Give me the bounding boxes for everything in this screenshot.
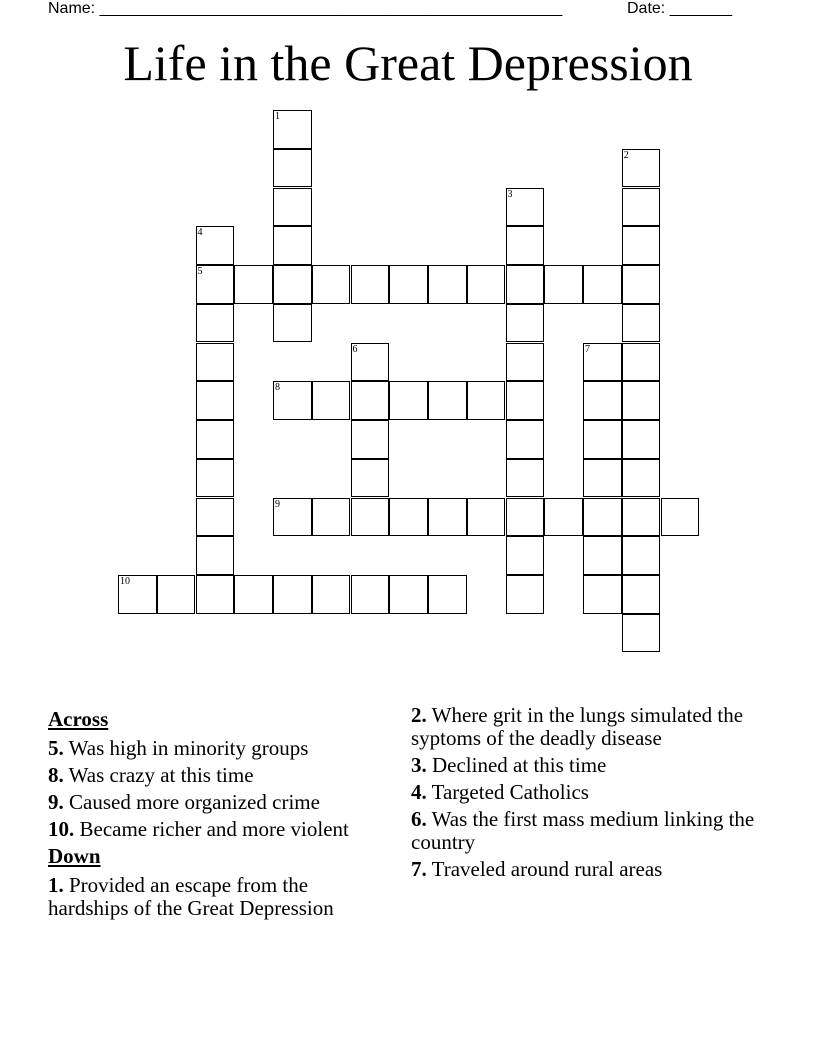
clue-number: 4.: [411, 780, 427, 804]
crossword-cell[interactable]: [583, 343, 622, 382]
clues-left-column: [48, 704, 393, 924]
clue-across-8: [48, 764, 393, 787]
crossword-cell[interactable]: [389, 381, 428, 420]
clue-number-label: 6: [352, 343, 358, 355]
crossword-cell[interactable]: [312, 265, 351, 304]
clue-across-9: [48, 791, 393, 814]
crossword-cell[interactable]: [196, 343, 235, 382]
crossword-cell[interactable]: [273, 498, 312, 537]
clue-number: 3.: [411, 753, 427, 777]
crossword-cell[interactable]: [622, 149, 661, 188]
crossword-cell[interactable]: [661, 498, 700, 537]
crossword-cell[interactable]: [506, 304, 545, 343]
crossword-cell[interactable]: [622, 420, 661, 459]
date-field-label[interactable]: Date: _______: [627, 0, 732, 17]
crossword-cell[interactable]: [583, 459, 622, 498]
clue-number: 10.: [48, 817, 75, 841]
clue-number-label: 9: [275, 498, 280, 510]
clue-text: Traveled around rural areas: [431, 857, 663, 881]
crossword-cell[interactable]: [196, 459, 235, 498]
crossword-cell[interactable]: [506, 226, 545, 265]
crossword-cell[interactable]: [622, 265, 661, 304]
crossword-cell[interactable]: [467, 381, 506, 420]
crossword-cell[interactable]: [506, 498, 545, 537]
crossword-cell[interactable]: [506, 265, 545, 304]
crossword-cell[interactable]: [583, 575, 622, 614]
crossword-cell[interactable]: [428, 498, 467, 537]
crossword-cell[interactable]: [583, 420, 622, 459]
crossword-cell[interactable]: [273, 226, 312, 265]
crossword-cell[interactable]: [428, 381, 467, 420]
crossword-cell[interactable]: [622, 575, 661, 614]
crossword-cell[interactable]: [196, 498, 235, 537]
crossword-cell[interactable]: [506, 188, 545, 227]
crossword-cell[interactable]: [389, 265, 428, 304]
crossword-cell[interactable]: [118, 575, 157, 614]
clue-down-3: [411, 754, 781, 777]
crossword-cell[interactable]: [273, 149, 312, 188]
crossword-cell[interactable]: [622, 343, 661, 382]
crossword-cell[interactable]: [544, 265, 583, 304]
crossword-cell[interactable]: [467, 265, 506, 304]
crossword-cell[interactable]: [351, 498, 390, 537]
clue-number: 6.: [411, 807, 427, 831]
crossword-cell[interactable]: [234, 265, 273, 304]
crossword-cell[interactable]: [273, 110, 312, 149]
crossword-cell[interactable]: [196, 420, 235, 459]
clue-down-7: [411, 858, 781, 881]
crossword-cell[interactable]: [351, 343, 390, 382]
clue-down-1: [48, 874, 393, 920]
crossword-cell[interactable]: [196, 536, 235, 575]
clue-number-label: 7: [585, 343, 590, 355]
crossword-cell[interactable]: [312, 575, 351, 614]
clue-number: 8.: [48, 763, 64, 787]
clue-number-label: 3: [507, 188, 513, 200]
clue-number-label: 8: [275, 382, 280, 394]
clue-number: 9.: [48, 790, 64, 814]
crossword-cell[interactable]: [622, 304, 661, 343]
clue-text: Provided an escape from the hardships of the Great Depression: [48, 873, 334, 920]
crossword-cell[interactable]: [196, 304, 235, 343]
crossword-cell[interactable]: [583, 498, 622, 537]
crossword-cell[interactable]: [506, 575, 545, 614]
clue-number-label: 1: [275, 111, 280, 122]
crossword-cell[interactable]: [506, 343, 545, 382]
crossword-cell[interactable]: [273, 265, 312, 304]
crossword-cell[interactable]: [583, 265, 622, 304]
clue-number-label: 2: [623, 149, 629, 161]
crossword-cell[interactable]: [351, 459, 390, 498]
crossword-cell[interactable]: [312, 381, 351, 420]
clue-down-6: [411, 808, 781, 854]
clue-number: 7.: [411, 857, 427, 881]
crossword-cell[interactable]: [622, 226, 661, 265]
crossword-cell[interactable]: [622, 459, 661, 498]
crossword-cell[interactable]: [351, 575, 390, 614]
clue-text: Where grit in the lungs simulated the syptoms of the deadly disease: [411, 703, 744, 750]
clues-right-column: [411, 704, 781, 885]
clue-text: Targeted Catholics: [431, 780, 589, 804]
crossword-cell[interactable]: [351, 265, 390, 304]
crossword-cell[interactable]: [196, 226, 235, 265]
clue-across-5: [48, 737, 393, 760]
crossword-cell[interactable]: [622, 536, 661, 575]
crossword-cell[interactable]: [312, 498, 351, 537]
clue-text: Became richer and more violent: [79, 817, 349, 841]
crossword-cell[interactable]: [622, 188, 661, 227]
clue-text: Was crazy at this time: [68, 763, 254, 787]
crossword-cell[interactable]: [273, 381, 312, 420]
clue-number-label: 5: [197, 266, 203, 277]
down-heading: Down: [48, 844, 101, 868]
crossword-cell[interactable]: [467, 498, 506, 537]
clue-across-10: [48, 818, 393, 841]
crossword-cell[interactable]: [389, 575, 428, 614]
crossword-cell[interactable]: [196, 575, 235, 614]
clue-text: Was the first mass medium linking the country: [411, 807, 755, 854]
clue-down-2: [411, 704, 781, 750]
clue-number-label: 10: [120, 576, 130, 587]
clue-text: Caused more organized crime: [69, 790, 320, 814]
crossword-cell[interactable]: [544, 498, 583, 537]
crossword-cell[interactable]: [273, 304, 312, 343]
crossword-cell[interactable]: [428, 265, 467, 304]
crossword-cell[interactable]: [351, 381, 390, 420]
crossword-cell[interactable]: [506, 381, 545, 420]
crossword-cell[interactable]: [583, 381, 622, 420]
crossword-cell[interactable]: [196, 265, 235, 304]
crossword-cell[interactable]: [428, 575, 467, 614]
crossword-cell[interactable]: [157, 575, 196, 614]
crossword-cell[interactable]: [273, 188, 312, 227]
clue-number: 2.: [411, 703, 427, 727]
crossword-cell[interactable]: [583, 536, 622, 575]
name-field-label[interactable]: Name: ____________________________________________________: [48, 0, 563, 17]
crossword-cell[interactable]: [234, 575, 273, 614]
clue-number: 5.: [48, 736, 64, 760]
crossword-cell[interactable]: [351, 420, 390, 459]
clue-down-4: [411, 781, 781, 804]
crossword-cell[interactable]: [506, 536, 545, 575]
crossword-cell[interactable]: [506, 420, 545, 459]
crossword-cell[interactable]: [506, 459, 545, 498]
crossword-cell[interactable]: [273, 575, 312, 614]
clue-number: 1.: [48, 873, 64, 897]
crossword-cell[interactable]: [196, 381, 235, 420]
crossword-cell[interactable]: [622, 381, 661, 420]
across-heading: Across: [48, 707, 109, 731]
crossword-cell[interactable]: [622, 614, 661, 653]
clue-text: Was high in minority groups: [68, 736, 309, 760]
page-title: Life in the Great Depression: [123, 35, 693, 91]
clue-text: Declined at this time: [432, 753, 607, 777]
crossword-cell[interactable]: [622, 498, 661, 537]
crossword-cell[interactable]: [389, 498, 428, 537]
clue-number-label: 4: [197, 227, 203, 239]
